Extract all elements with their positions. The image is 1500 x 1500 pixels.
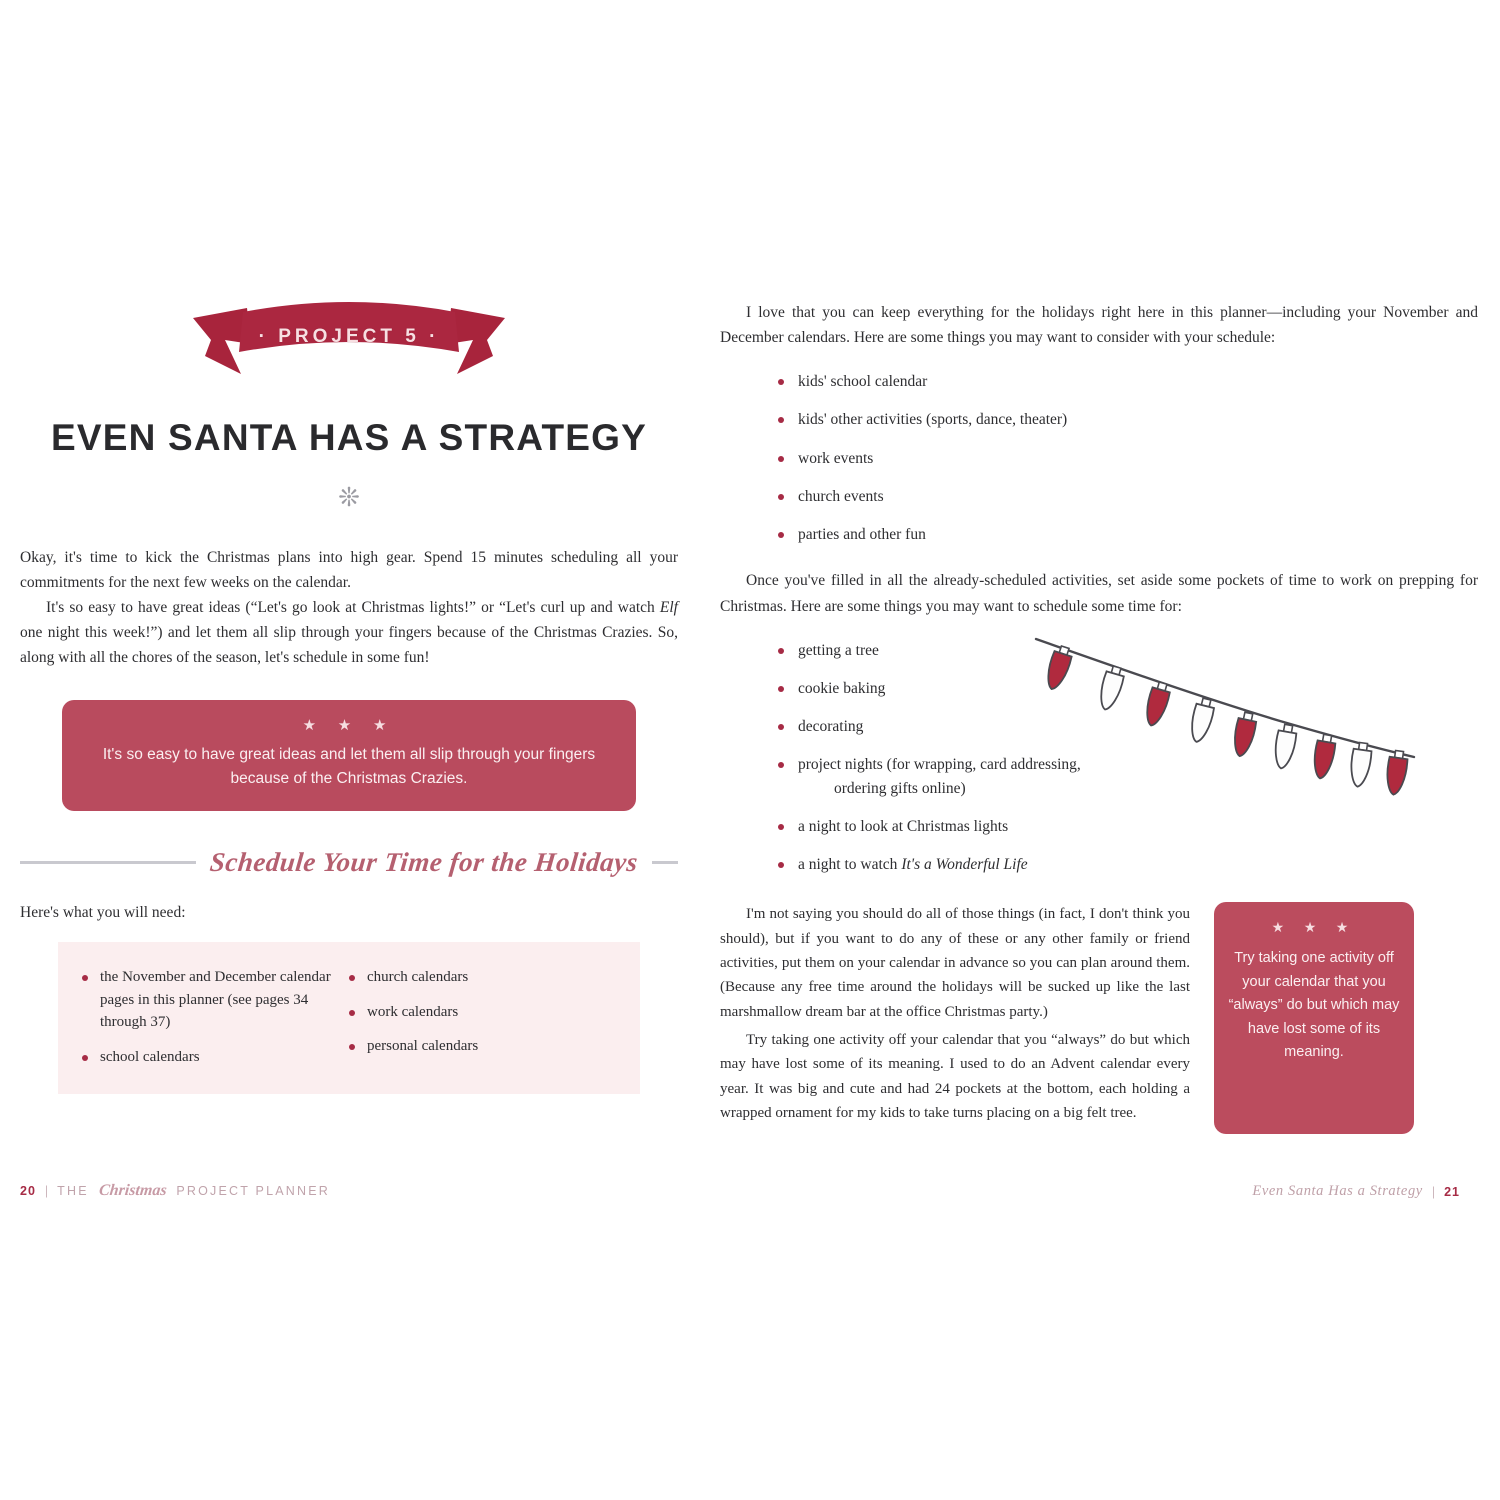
list-item: work calendars xyxy=(345,1001,612,1024)
list-item: parties and other fun xyxy=(776,523,1478,546)
list-item: cookie baking xyxy=(776,677,1478,700)
side-callout-box xyxy=(1214,902,1414,1134)
movie-title: It's a Wonderful Life xyxy=(901,856,1028,874)
footer-script-title: Christmas xyxy=(97,1182,168,1199)
schedule-list xyxy=(720,639,1478,877)
section-rule-left xyxy=(20,861,196,864)
footer-right xyxy=(1252,1183,1460,1200)
list-item: the November and December calendar pages in this planner (see pages 34 through 37) xyxy=(78,966,345,1034)
pullquote-stars-icon: ★ ★ ★ xyxy=(302,718,396,735)
footer-chapter-name: Even Santa Has a Strategy xyxy=(1252,1183,1423,1199)
left-page xyxy=(0,300,700,1220)
footer-left xyxy=(20,1182,330,1200)
page-number-left: 20 xyxy=(20,1184,36,1198)
consider-list xyxy=(720,370,1478,546)
supplies-column-right xyxy=(345,966,612,1068)
section-heading xyxy=(20,847,678,878)
page-number-right: 21 xyxy=(1444,1184,1460,1199)
list-item: church events xyxy=(776,485,1478,508)
footer-suffix: PROJECT PLANNER xyxy=(176,1184,330,1198)
list-item-main: project nights (for wrapping, card addressing, xyxy=(798,756,1081,774)
right-bottom-paragraph-1: I'm not saying you should do all of those things (in fact, I don't think you should), but if you want to do any of these or any other family or friend activities, put them on your calendar in advance so you can plan around them. (Because any free time around the holidays will be sucked up like the last marshmallow dream bar at the office Christmas party.) xyxy=(720,906,1190,1020)
list-item xyxy=(776,753,1478,800)
left-paragraph-1: Okay, it's time to kick the Christmas plans into high gear. Spend 15 minutes scheduling all your commitments for the next few weeks on the calendar. xyxy=(20,548,678,591)
list-item-continuation: ordering gifts online) xyxy=(834,779,966,797)
left-paragraph-2-before: It's so easy to have great ideas (“Let's go look at Christmas lights!” or “Let's curl up and watch xyxy=(46,598,660,616)
spread xyxy=(0,300,1500,1220)
pullquote-text: It's so easy to have great ideas and let them all slip through your fingers because of the Christmas Crazies. xyxy=(102,746,596,788)
banner-ribbon-icon xyxy=(189,300,509,392)
left-paragraph-2-italic: Elf xyxy=(659,598,678,616)
supplies-box xyxy=(58,942,640,1094)
bottom-text-column xyxy=(720,902,1190,1134)
snowflake-divider-icon: ❊ xyxy=(338,482,360,512)
list-item: a night to look at Christmas lights xyxy=(776,815,1478,838)
list-item-prefix: a night to watch xyxy=(798,856,902,874)
chapter-title: EVEN SANTA HAS A STRATEGY xyxy=(50,417,647,458)
list-item: school calendars xyxy=(78,1046,345,1069)
list-item: work events xyxy=(776,447,1478,470)
section-heading-text: Schedule Your Time for the Holidays xyxy=(208,847,640,878)
supplies-list-right xyxy=(345,966,612,1058)
side-callout-stars-icon: ★ ★ ★ xyxy=(1271,921,1357,937)
project-banner-label: · PROJECT 5 · xyxy=(258,326,440,347)
list-item: getting a tree xyxy=(776,639,1478,662)
right-mid-paragraph: Once you've filled in all the already-scheduled activities, set aside some pockets of time to work on prepping for Christmas. Here are some things you may want to schedule some time for: xyxy=(720,572,1478,615)
list-item: decorating xyxy=(776,715,1478,738)
project-banner xyxy=(20,300,678,396)
list-item: kids' other activities (sports, dance, theater) xyxy=(776,408,1478,431)
footer-divider: | xyxy=(44,1184,49,1198)
supplies-intro: Here's what you will need: xyxy=(20,904,186,922)
left-paragraph-2-after: one night this week!”) and let them all slip through your fingers because of the Christmas Crazies. So, along with all the chores of the season, let's schedule in some fun! xyxy=(20,624,678,667)
pullquote-box xyxy=(62,700,636,811)
list-item xyxy=(776,853,1478,876)
footer-divider: | xyxy=(1431,1184,1436,1199)
supplies-column-left xyxy=(78,966,345,1068)
list-item: church calendars xyxy=(345,966,612,989)
list-item: kids' school calendar xyxy=(776,370,1478,393)
left-paragraph-2 xyxy=(20,595,678,670)
bottom-area xyxy=(720,902,1478,1134)
right-intro-paragraph: I love that you can keep everything for the holidays right here in this planner—including your November and December calendars. Here are some things you may want to consider with your schedule: xyxy=(720,304,1478,347)
footer-prefix: THE xyxy=(57,1184,89,1198)
side-callout-text: Try taking one activity off your calendar that you “always” do but which may have lost some of its meaning. xyxy=(1228,950,1400,1061)
right-bottom-paragraph-2: Try taking one activity off your calendar that you “always” do but which may have lost some of its meaning. I used to do an Advent calendar every year. It was big and cute and had 24 pockets at the bottom, each holding a wrapped ornament for my kids to take turns placing on a big felt tree. xyxy=(720,1031,1190,1121)
section-rule-right xyxy=(652,861,678,864)
list-item: personal calendars xyxy=(345,1035,612,1058)
right-page xyxy=(700,300,1500,1220)
supplies-list-left xyxy=(78,966,345,1068)
